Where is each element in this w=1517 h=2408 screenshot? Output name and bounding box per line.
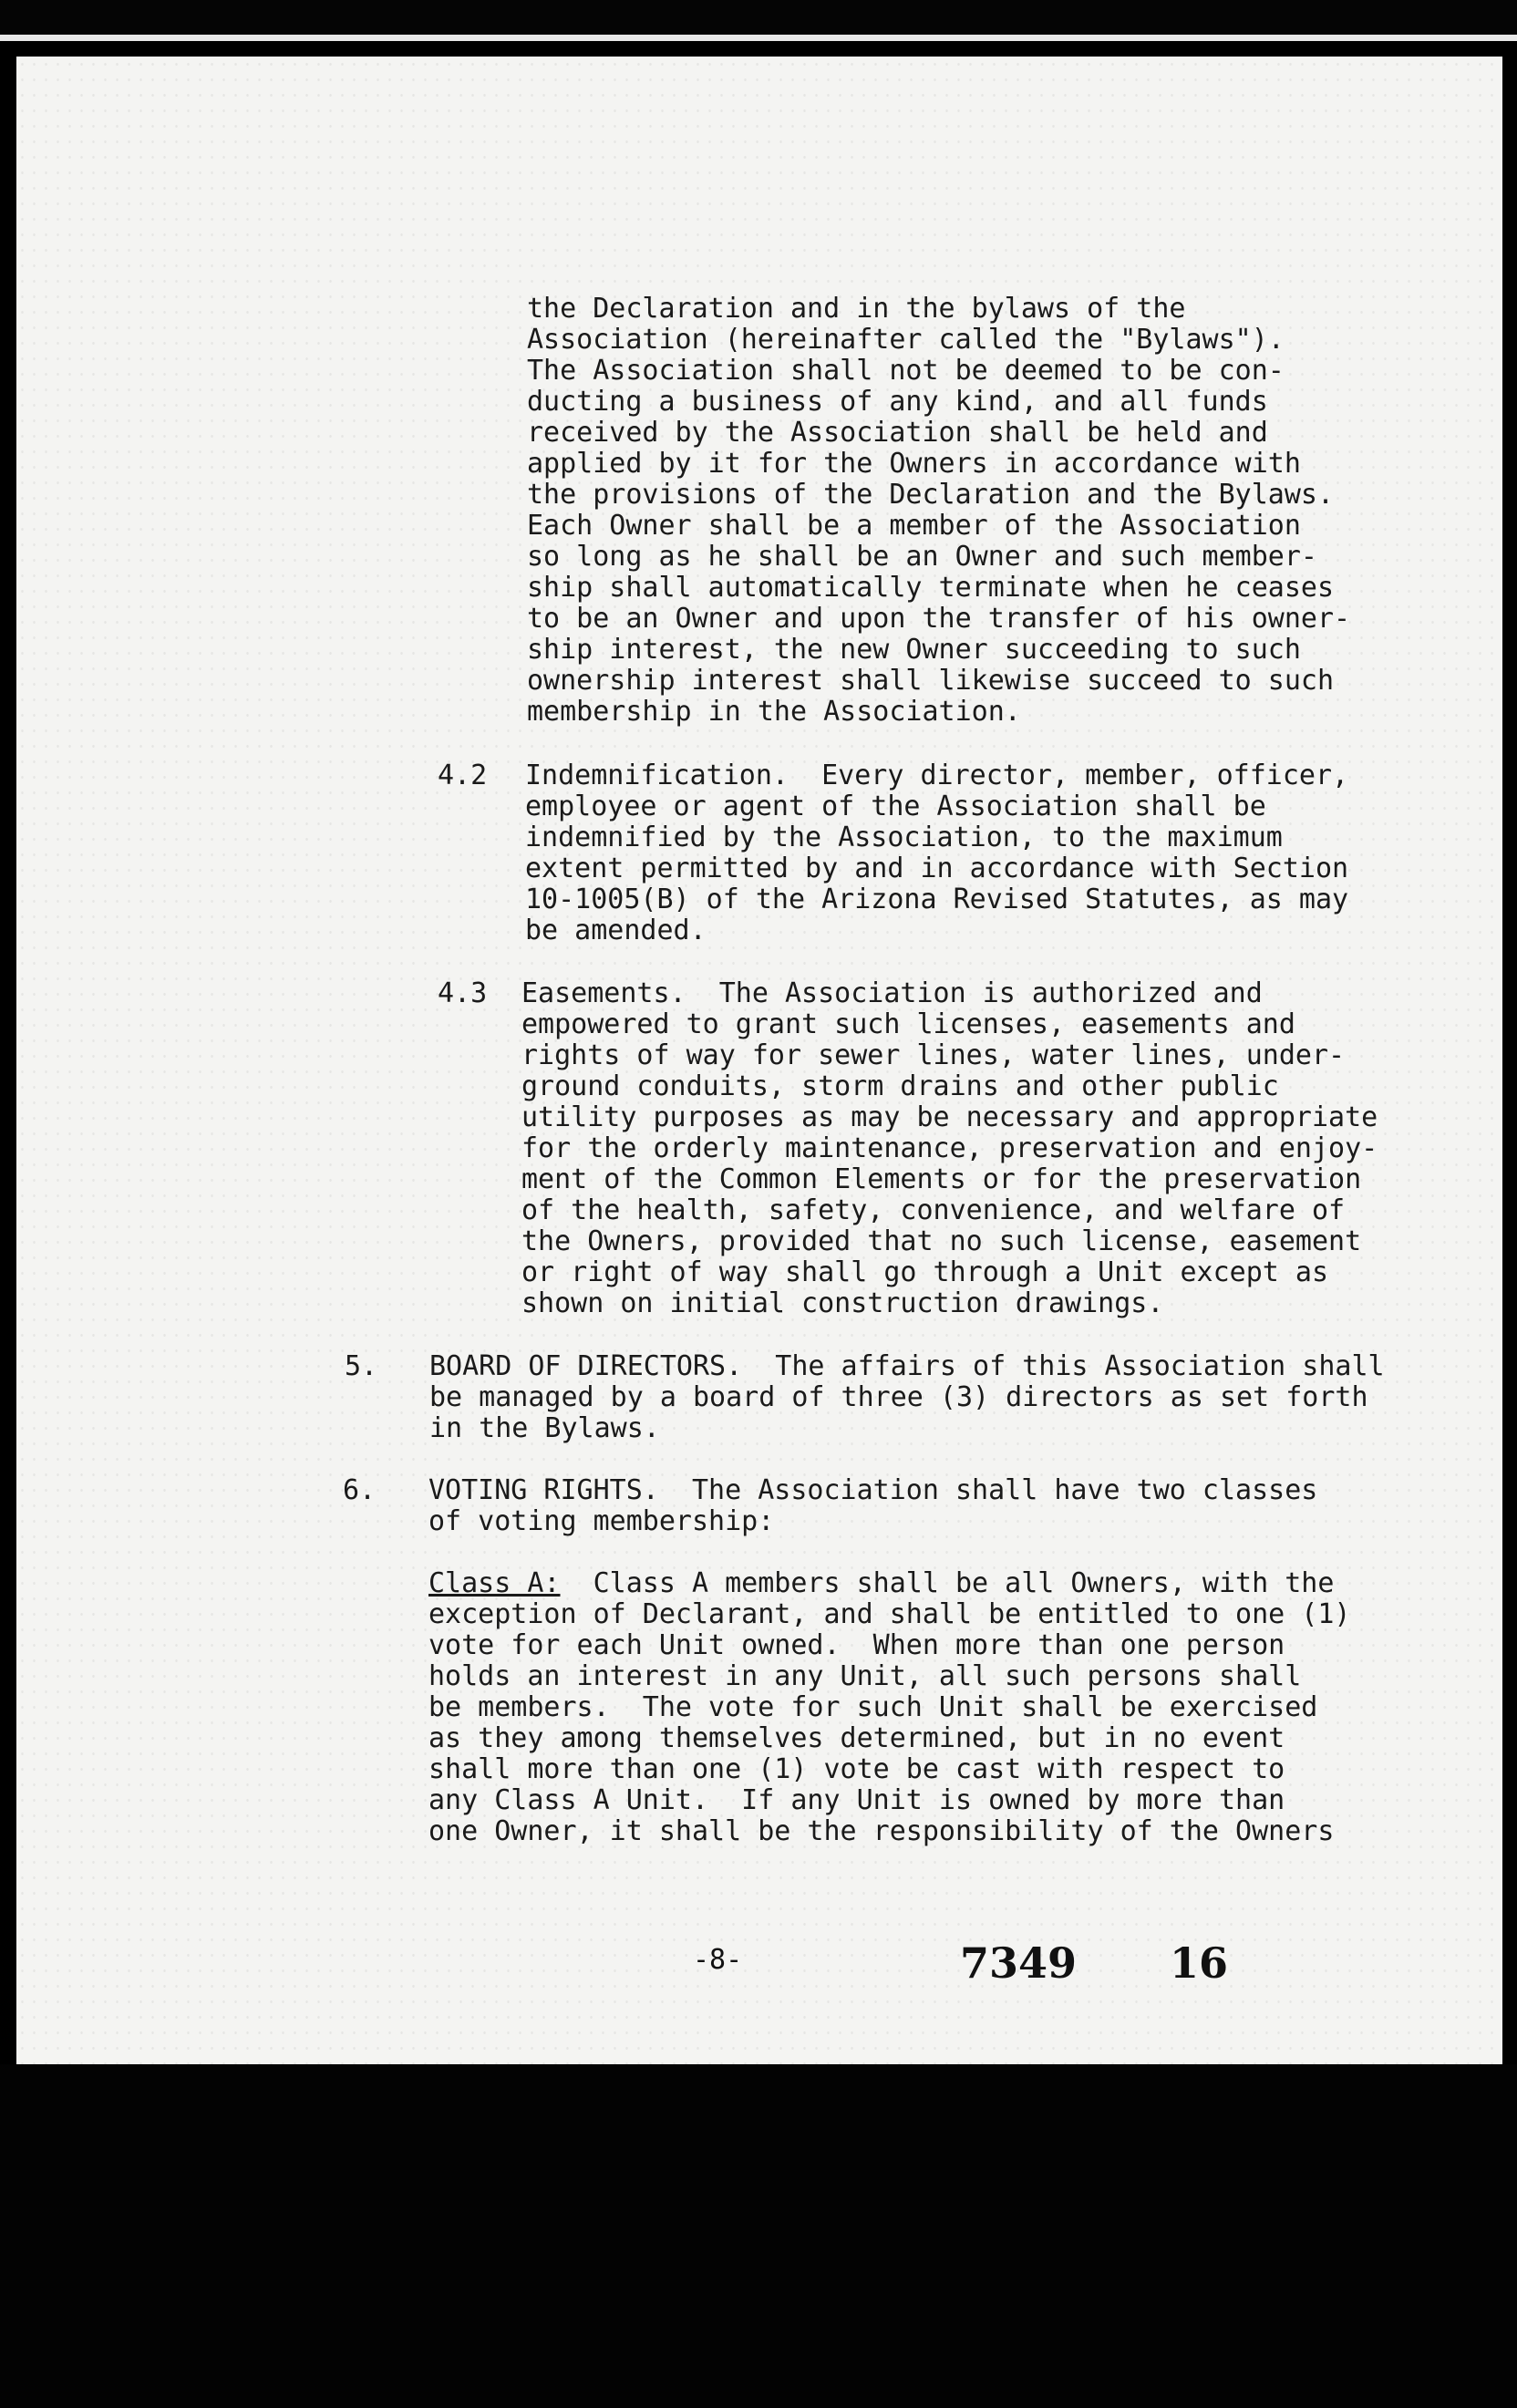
text-line: Each Owner shall be a member of the Association	[527, 510, 1301, 542]
section-number-4-2: 4.2	[438, 760, 488, 791]
section-number-6: 6.	[343, 1474, 377, 1506]
section-number-5: 5.	[345, 1350, 378, 1382]
text-line: the Owners, provided that no such license, easement	[521, 1225, 1362, 1257]
section-4-2-indemnification	[525, 760, 1348, 946]
class-a-heading: Class A:	[428, 1567, 561, 1599]
text-line: ownership interest shall likewise succeed to such	[527, 665, 1335, 697]
class-a-paragraph	[428, 1599, 1350, 1847]
text-line: of the health, safety, convenience, and welfare of	[521, 1194, 1346, 1226]
text-line: utility purposes as may be necessary and appropriate	[521, 1101, 1378, 1133]
text-line: be members. The vote for such Unit shall be exercised	[428, 1691, 1318, 1723]
text-line: extent permitted by and in accordance with Section	[525, 853, 1349, 884]
text-line: applied by it for the Owners in accordance with	[527, 448, 1301, 480]
section-5-board-of-directors	[429, 1351, 1385, 1444]
text-line: ground conduits, storm drains and other public	[521, 1070, 1279, 1102]
text-line: be managed by a board of three (3) directors as set forth	[429, 1381, 1368, 1413]
docket-page: 16	[1170, 1938, 1229, 1988]
text-line: BOARD OF DIRECTORS. The affairs of this Association shall	[429, 1350, 1385, 1382]
text-line: exception of Declarant, and shall be entitled to one (1)	[428, 1598, 1351, 1630]
text-line: any Class A Unit. If any Unit is owned by more than	[428, 1784, 1285, 1816]
text-line: membership in the Association.	[527, 696, 1021, 728]
scan-edge-line	[0, 35, 1517, 41]
page-number: -8-	[693, 1944, 743, 1976]
section-6-voting-rights	[428, 1475, 1317, 1537]
text-line: so long as he shall be an Owner and such member-	[527, 541, 1317, 573]
text-line: as they among themselves determined, but in no event	[428, 1722, 1285, 1754]
text-line: ship interest, the new Owner succeeding to such	[527, 634, 1301, 666]
text-line: in the Bylaws.	[429, 1412, 660, 1444]
intro-paragraph	[527, 294, 1350, 728]
text-line: received by the Association shall be held and	[527, 417, 1268, 449]
text-line: shall more than one (1) vote be cast with respect to	[428, 1753, 1285, 1785]
text-line: the Declaration and in the bylaws of the	[527, 293, 1186, 325]
text-line: one Owner, it shall be the responsibility of the Owners	[428, 1815, 1335, 1847]
text-line: of voting membership:	[428, 1505, 775, 1537]
docket-number: 7349	[960, 1938, 1078, 1988]
text-line: rights of way for sewer lines, water lines, under-	[521, 1039, 1346, 1071]
text-line: vote for each Unit owned. When more than one person	[428, 1629, 1285, 1661]
class-a-first-line	[428, 1568, 1334, 1599]
text-line: VOTING RIGHTS. The Association shall have two classes	[428, 1474, 1318, 1506]
text-line: Association (hereinafter called the "Bylaws").	[527, 324, 1285, 356]
text-line: to be an Owner and upon the transfer of his owner-	[527, 603, 1351, 635]
text-line: or right of way shall go through a Unit except as	[521, 1256, 1329, 1288]
text-line: be amended.	[525, 915, 707, 946]
text-line: The Association shall not be deemed to be con-	[527, 355, 1285, 387]
text-line: Indemnification. Every director, member, officer,	[525, 760, 1349, 791]
text-line: the provisions of the Declaration and the Bylaws.	[527, 479, 1335, 511]
class-a-first-line-text: Class A members shall be all Owners, with the	[560, 1567, 1335, 1599]
text-line: Easements. The Association is authorized and	[521, 977, 1263, 1009]
section-4-3-easements	[521, 978, 1378, 1319]
text-line: for the orderly maintenance, preservation and enjoy-	[521, 1132, 1378, 1164]
section-number-4-3: 4.3	[438, 977, 488, 1009]
text-line: shown on initial construction drawings.	[521, 1287, 1164, 1319]
scan-bottom-border	[0, 2064, 1517, 2408]
text-line: 10-1005(B) of the Arizona Revised Statutes, as may	[525, 884, 1349, 915]
text-line: ment of the Common Elements or for the preservation	[521, 1163, 1362, 1195]
text-line: employee or agent of the Association shall be	[525, 791, 1266, 822]
text-line: ducting a business of any kind, and all funds	[527, 386, 1268, 418]
text-line: empowered to grant such licenses, easements and	[521, 1008, 1295, 1040]
text-line: holds an interest in any Unit, all such persons shall	[428, 1660, 1302, 1692]
scan-top-border	[0, 0, 1517, 35]
text-line: ship shall automatically terminate when he ceases	[527, 572, 1335, 604]
text-line: indemnified by the Association, to the maximum	[525, 822, 1283, 853]
